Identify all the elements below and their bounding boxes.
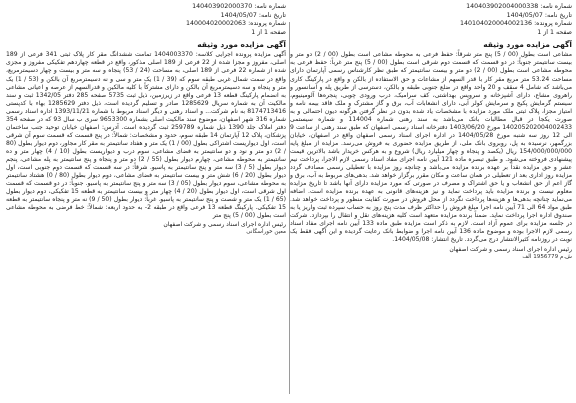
page-indicator: صفحه 1 از 1: [537, 28, 572, 36]
notice-title: آگهی مزایده مورد وثیقه: [483, 40, 572, 50]
notice-title: آگهی مزایده مورد وثیقه: [197, 40, 286, 50]
left-notice-meta: [158, 3, 286, 37]
file-number: شماره پرونده: 140104020004002136: [459, 20, 572, 28]
notice-signatory: رئیس اداره اجرای اسناد رسمی و شرکت اصفهان: [449, 245, 572, 253]
notice-id: ش.م 1956779 الف: [522, 253, 572, 260]
notice-signatory: رئیس اداره اجرای اسناد رسمی و شرکت اصفهان: [163, 221, 286, 229]
notice-footer: [290, 246, 572, 262]
letter-number: شماره نامه: 140403902000370: [192, 3, 286, 10]
column-divider: [289, 22, 290, 394]
page-indicator: صفحه 1 از 1: [251, 28, 286, 36]
right-notice-meta: [444, 3, 572, 37]
notice-body: آگهی مزایده پرونده اجرایی کلاسه: 1404003370 تمامت ششدانگ مقر کار پلاک ثبتی 341 فرعی از 189 اصلی، مفروز و مجزا شده از 22 فرعی از 189 اصلی مذکور، واقع در قطعه چهاردهم تفکیکی مفروز و مجزی شده از شماره 22 فرعی از 189 اصلی، به مساحت (24 / 53) پنجاه و سه متر و بیست و چهار دسیمترمربع، واقع در سمت شمال غربی طبقه سوم که (39 / 1) یک متر و سی و نه دسیمترمربع آن بالکن و (53 / 1) یک متر و پنجاه و سه دسیمترمربع آن بالکن و دارای مشترکاً با کلیه مالکین و قدرالسهم از عرصه و اعیانی مشاعی به انضمام پارکینگ قطعه 13 فرعی واقع در زیرزمین، ذیل ثبت 5735 صفحه 285 دفتر 1342/05 ثبت و سند مالکیت آن به شماره سریال 1285629 صادر و تسلیم گردیده است، ذیل دفتر 1285629 بهاء با کدپستی 8174713416 به نام شرکت... و اسناد رهنی و دیگر اسناد مربوط با شماره 1393/11/21 اداره اسناد رسمی شماره 316 شهر اصفهان، موضوع سند مالکیت اصلی بشماره 9653300 سری ب سال 93 که در صفحه 354 دفتر املاک جلد 1390 ذیل شماره 259789 ثبت گردیده است. آدرس: اصفهان خیابان توحید جنب ساختمان پزشکان، پلاک 12 آپارتمان 14 طبقه سوم، حدود و مشخصات: شمالاً: در پنج قسمت که قسمت سوم آن شرقی است، اول دیواریست اشتراکی بطول (00 / 1) یک متر و هفتاد سانتیمتر به مقر کار مجاور، دوم دیوار بطول (80 / 2) دو متر و نود و دو سانتیمتر به فضای مشاعی، سوم درب و دیواریست بطول (10 / 4) چهار متر و ده سانتیمتر به محوطه مشاعی، چهارم دیوار بطول (55 / 2) دو متر و پنجاه و پنج سانتیمتر به پله مشاعی، پنجم دیوار بطول (5 / 3) سه متر و پنج سانتیمتر به پاسیو. شرقاً: در سه قسمت که قسمت دوم جنوبی است، اول دیوار بطول (20 / 6) شش متر و بیست سانتیمتر به فضای مشاعی، دوم دیوار بطول (80 / 0) هشتاد سانتیمتر به محوطه مشاعی، سوم دیوار بطول (05 / 3) سه متر و پنج سانتیمتر به پاسیو. جنوباً: در دو قسمت که قسمت اول شرقی است، اول دیوار بطول (20 / 4) چهار متر و بیست سانتیمتر به قطعه 15 تفکیکی، دوم دیوار بطول (65 / 1) یک متر و شصت و پنج سانتیمتر به پاسیو. غرباً: دیوار بطول (50 / 9) نه متر و پنجاه سانتیمتر به قطعه 15 تفکیکی. پارکینگ قطعه 13 فرعی واقع در طبقه 2- به حدود اربعه: شمالاً: خط فرضی به محوطه مشاعی است بطول (00 / 5) پنج متر: [6, 51, 286, 220]
notice-body: مشاعی است بطول (00 / 5) پنج متر شرقاً: حفظ فرعی به محوطه مشاعی است بطول (00 / 2) دو متر و بیست سانتیمتر جنوباً: در دو قسمت که قسمت دوم شرقی است بطول (00 / 5) پنج متر غرباً: حفظ فرعی به محوطه مشاعی است بطول (00 / 2) دو متر و بیست سانتیمتر که طبق نظر کارشناس رسمی آپارتمان دارای مساحت 53.24 متر مربع مقر کار با قدر السهم از مشاعات و حق الاستفاده از بالکن و واقع در پارکینگ کاری می‌باشد که شامل 4 سقف و 20 واحد واقع در ضلع جنوبی طبقه و بالکن، دسترسی از طریق پله و آسانسور و راهروی مشاع، دارای آشپزخانه و سرویس بهداشتی، کف سرامیک، درب ورودی چوبی، پنجره‌ها آلومینیوم، سیستم گرمایش پکیج و سرمایش کولر آبی، دارای انشعابات آب، برق و گاز مشترک و ملک فاقد بیمه نامه و امتیاز مجزا، پلاک ثبتی ملک مورد مزایده با مشخصات یاد شده بدون در نظر گرفتن هرگونه دیون احتمالی و به صورت یکجا در قبال مطالبات بانک می‌باشد به سند رهنی شماره 114004 و شماره سیستمی 140205202004002433 مورخ 1403/06/20 دفترخانه اسناد رسمی اصفهان که طبق سند رهنی از ساعت 9 الی 12 روز سه شنبه مورخ 1404/05/28 در اداره اجرای اسناد رسمی اصفهان واقع در اصفهان، خیابان بزرگمهر، نرسیده به پل، روبروی بانک ملی، از طریق مزایده حضوری به فروش می‌رسد. مزایده از مبلغ پایه 154/000/000/000 ریال (یکصد و پنجاه و چهار میلیارد ریال) شروع و به هرکس خریدار باشد بالاترین قیمت پیشنهادی فروخته می‌شود. و طبق تبصره ماده 121 آیین نامه اجرای مفاد اسناد رسمی لازم الاجرا، پرداخت نیم عشر و حق مزایده نقداً بر عهده برنده مزایده می‌باشد و چنانچه روز مزایده با تعطیلی رسمی مصادف گردد مزایده روز اداری بعد از تعطیلی در همان ساعت و مکان مقرر برگزار خواهد شد. بدهی‌های مربوط به آب، برق و گاز اعم از حق انشعاب و یا حق اشتراک و مصرف در صورتی که مورد مزایده دارای آنها باشد تا تاریخ مزایده معلوم نیست و برنده مزایده باید پرداخت نماید و نیز هزینه‌های قانونی به عهده برنده مزایده است. اضافه می‌نماید چنانچه بدهی‌ها و هزینه‌ها پرداخت نگردد از محل فروش در صورت کفایت منظور و پرداخت خواهد شد. طبق مواد 64 الی 71 آیین نامه اجرا مبلغ فروش را حداکثر ظرف مدت پنج روز به حساب سپرده ثبت واریز یا به صندوق اداره اجرا پرداخت نماید. ضمناً برنده مزایده متعهد است کلیه هزینه‌های نقل و انتقال را بپردازد. شرکت در جلسه مزایده برای عموم آزاد است. لازم به ذکر است مزایده طبق ماده 133 آیین نامه اجرای مفاد اسناد رسمی لازم الاجرا بوده و موضوع ماده 136 آیین نامه اجرا و ضوابط بانک رعایت گردیده و این آگهی فقط یک نوبت در روزنامه کثیرالانتشار درج می‌گردد. تاریخ انتشار: 1404/05/08.: [290, 51, 572, 244]
letter-date: تاریخ نامه: 1404/05/07: [506, 11, 572, 19]
letter-number: شماره نامه: 140403902004000338: [466, 3, 572, 10]
right-notice: [290, 3, 572, 398]
file-number: شماره پرونده: 140004020002063: [185, 20, 286, 28]
notice-footer: [6, 221, 286, 237]
notice-id: معین خوراسگانی: [246, 229, 286, 236]
letter-date: تاریخ نامه: 1404/05/07: [220, 11, 286, 19]
left-notice: [6, 3, 286, 398]
